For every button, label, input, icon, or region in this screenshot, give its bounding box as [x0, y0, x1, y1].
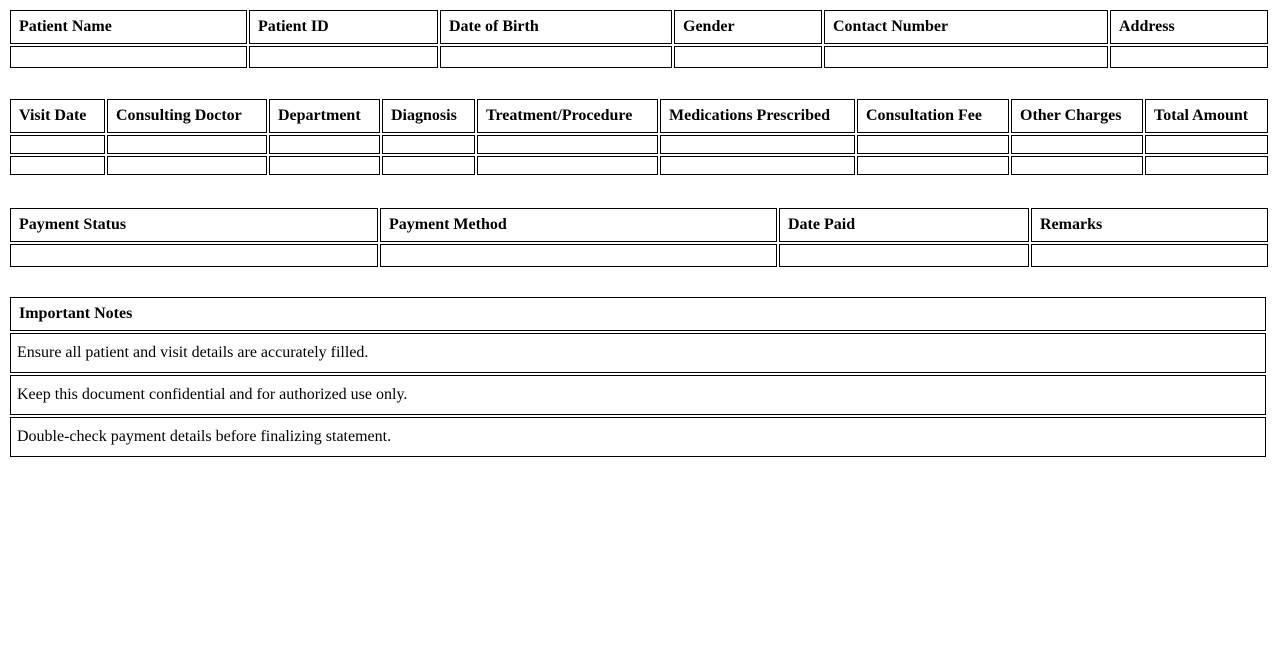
header-consultation-fee: Consultation Fee: [857, 99, 1009, 133]
date-paid-blank-cell: [779, 244, 1029, 267]
important-notes-header-row: [10, 297, 1266, 331]
consultation-fee-blank-cell-2: [857, 156, 1009, 175]
header-medications-prescribed: Medications Prescribed: [660, 99, 855, 133]
note-text-2: Keep this document confidential and for authorized use only.: [10, 375, 1266, 415]
header-contact-number: Contact Number: [824, 10, 1108, 44]
payment-info-table: [8, 206, 1270, 269]
department-blank-cell-1: [269, 135, 380, 154]
payment-status-blank-cell: [10, 244, 378, 267]
header-treatment-procedure: Treatment/Procedure: [477, 99, 658, 133]
header-other-charges: Other Charges: [1011, 99, 1143, 133]
other-charges-blank-cell-1: [1011, 135, 1143, 154]
total-amount-blank-cell-1: [1145, 135, 1268, 154]
contact-number-blank-cell: [824, 46, 1108, 68]
note-row-2: [10, 375, 1266, 415]
diagnosis-blank-cell-2: [382, 156, 475, 175]
visit-details-table: [8, 97, 1270, 177]
header-patient-id: Patient ID: [249, 10, 438, 44]
header-payment-method: Payment Method: [380, 208, 777, 242]
payment-info-header-row: [10, 208, 1268, 242]
payment-method-blank-cell: [380, 244, 777, 267]
note-text-3: Double-check payment details before finalizing statement.: [10, 417, 1266, 457]
consulting-doctor-blank-cell-2: [107, 156, 267, 175]
header-date-paid: Date Paid: [779, 208, 1029, 242]
header-remarks: Remarks: [1031, 208, 1268, 242]
visit-details-blank-row-2: [10, 156, 1268, 175]
other-charges-blank-cell-2: [1011, 156, 1143, 175]
treatment-procedure-blank-cell-2: [477, 156, 658, 175]
header-department: Department: [269, 99, 380, 133]
visit-details-header-row: [10, 99, 1268, 133]
medications-prescribed-blank-cell-2: [660, 156, 855, 175]
header-gender: Gender: [674, 10, 822, 44]
patient-id-blank-cell: [249, 46, 438, 68]
medications-prescribed-blank-cell-1: [660, 135, 855, 154]
header-consulting-doctor: Consulting Doctor: [107, 99, 267, 133]
patient-name-blank-cell: [10, 46, 247, 68]
consultation-fee-blank-cell-1: [857, 135, 1009, 154]
visit-details-blank-row-1: [10, 135, 1268, 154]
consulting-doctor-blank-cell-1: [107, 135, 267, 154]
diagnosis-blank-cell-1: [382, 135, 475, 154]
gender-blank-cell: [674, 46, 822, 68]
header-visit-date: Visit Date: [10, 99, 105, 133]
important-notes-table: [8, 295, 1268, 459]
date-of-birth-blank-cell: [440, 46, 672, 68]
visit-date-blank-cell-2: [10, 156, 105, 175]
header-address: Address: [1110, 10, 1268, 44]
remarks-blank-cell: [1031, 244, 1268, 267]
note-row-3: [10, 417, 1266, 457]
patient-info-blank-row: [10, 46, 1268, 68]
header-patient-name: Patient Name: [10, 10, 247, 44]
note-row-1: [10, 333, 1266, 373]
visit-date-blank-cell-1: [10, 135, 105, 154]
note-text-1: Ensure all patient and visit details are accurately filled.: [10, 333, 1266, 373]
address-blank-cell: [1110, 46, 1268, 68]
payment-info-blank-row: [10, 244, 1268, 267]
header-important-notes: Important Notes: [10, 297, 1266, 331]
header-total-amount: Total Amount: [1145, 99, 1268, 133]
patient-info-header-row: [10, 10, 1268, 44]
treatment-procedure-blank-cell-1: [477, 135, 658, 154]
total-amount-blank-cell-2: [1145, 156, 1268, 175]
patient-info-table: [8, 8, 1270, 70]
header-payment-status: Payment Status: [10, 208, 378, 242]
header-diagnosis: Diagnosis: [382, 99, 475, 133]
header-date-of-birth: Date of Birth: [440, 10, 672, 44]
department-blank-cell-2: [269, 156, 380, 175]
